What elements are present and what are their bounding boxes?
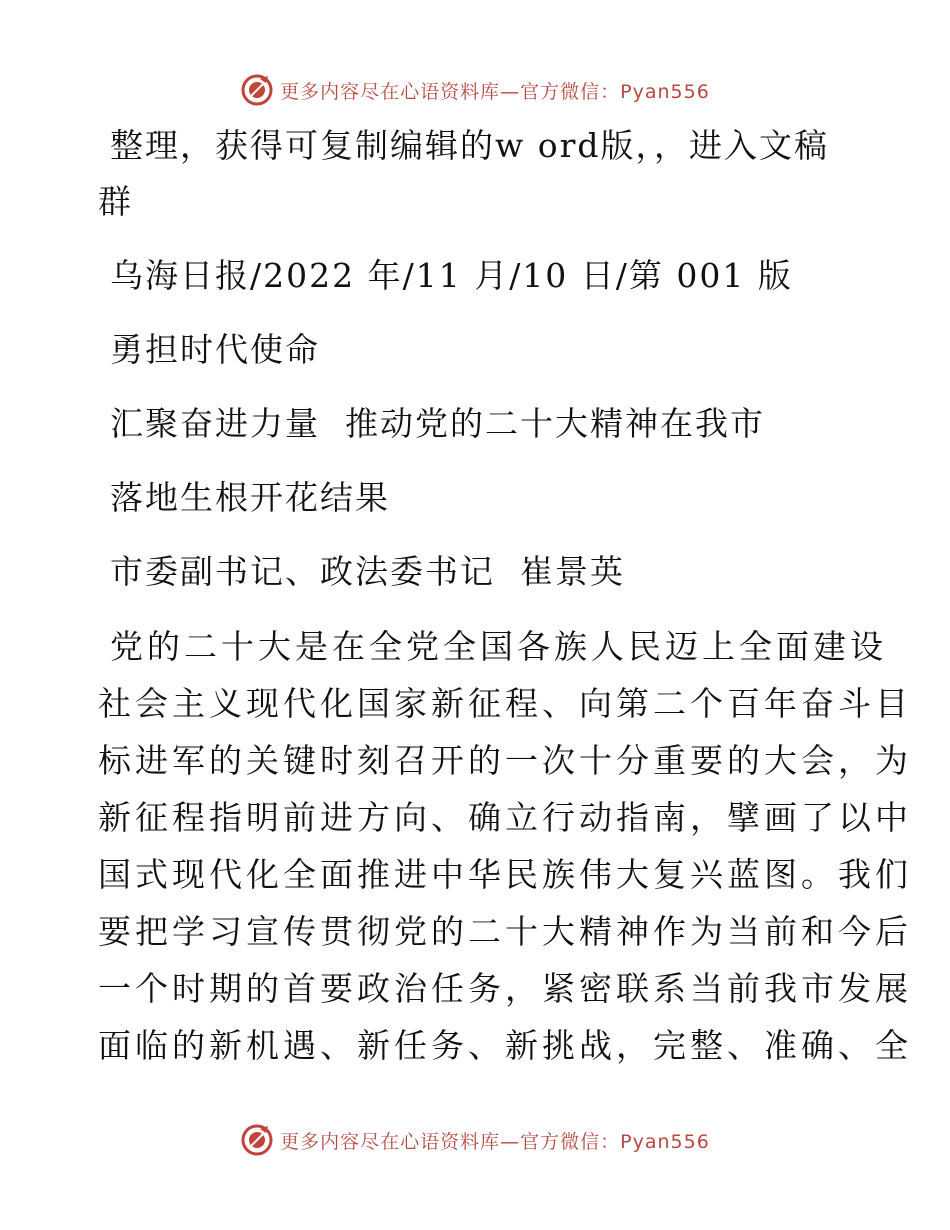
intro-line-continued: 群 xyxy=(98,182,133,221)
footer-watermark xyxy=(0,1120,950,1160)
body-line: 国式现代化全面推进中华民族伟大复兴蓝图。我们 xyxy=(98,855,912,894)
body-line: 社会主义现代化国家新征程、向第二个百年奋斗目 xyxy=(98,684,912,723)
seal-logo-icon xyxy=(240,73,274,107)
article-title-line2: 汇聚奋进力量 推动党的二十大精神在我市 xyxy=(110,404,765,443)
watermark-text: 更多内容尽在心语资料库—官方微信：Pyan556 xyxy=(280,80,710,103)
author-line: 市委副书记、政法委书记 崔景英 xyxy=(110,552,625,591)
body-line: 党的二十大是在全党全国各族人民迈上全面建设 xyxy=(110,627,887,666)
seal-logo-icon xyxy=(240,1123,274,1157)
intro-line: 整理，获得可复制编辑的w ord版，，进入文稿 xyxy=(110,126,830,165)
body-line: 标进军的关键时刻召开的一次十分重要的大会，为 xyxy=(98,741,912,780)
watermark-text: 更多内容尽在心语资料库—官方微信：Pyan556 xyxy=(280,1130,710,1153)
source-line: 乌海日报/2022 年/11 月/10 日/第 001 版 xyxy=(110,256,793,295)
article-title-line3: 落地生根开花结果 xyxy=(110,478,390,517)
body-line: 新征程指明前进方向、确立行动指南，擘画了以中 xyxy=(98,798,912,837)
body-line: 要把学习宣传贯彻党的二十大精神作为当前和今后 xyxy=(98,912,912,951)
header-watermark xyxy=(0,70,950,110)
body-line: 一个时期的首要政治任务，紧密联系当前我市发展 xyxy=(98,969,912,1008)
document-body xyxy=(98,118,912,1074)
article-title-line1: 勇担时代使命 xyxy=(110,330,320,369)
body-line: 面临的新机遇、新任务、新挑战，完整、准确、全 xyxy=(98,1026,912,1065)
